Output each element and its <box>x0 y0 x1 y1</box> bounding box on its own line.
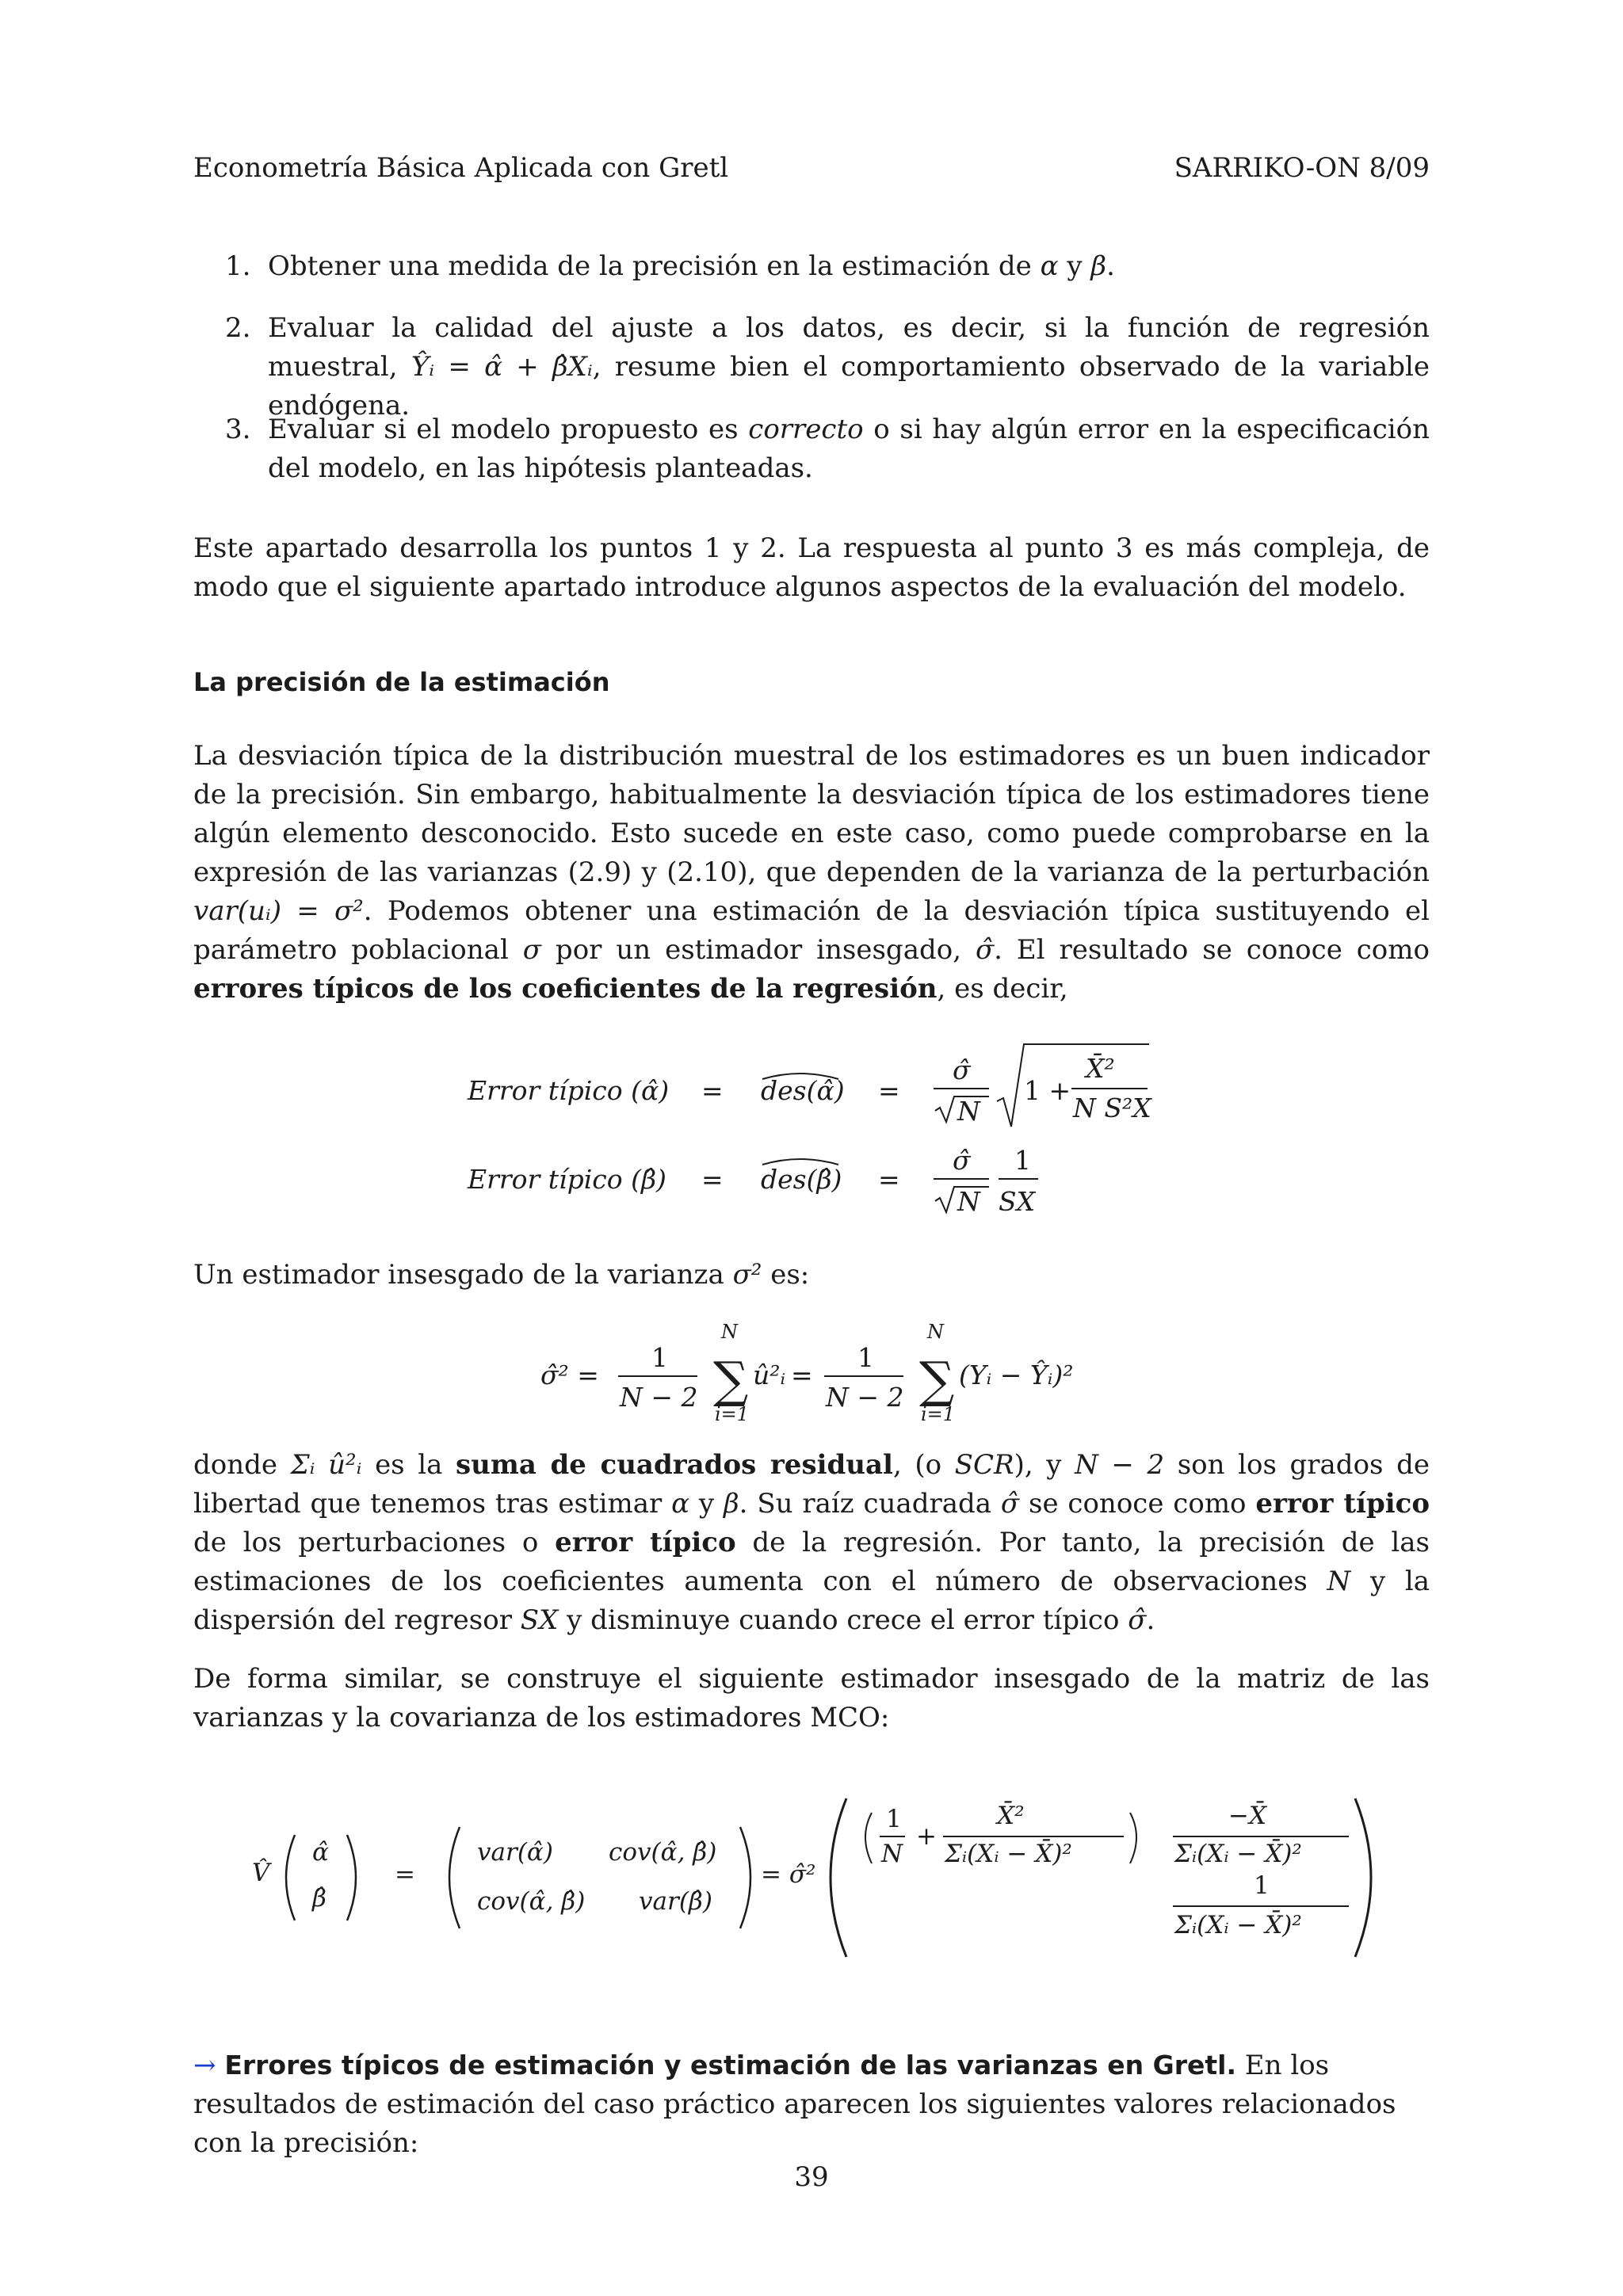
running-header-series: SARRIKO-ON 8/09 <box>1174 152 1430 184</box>
eq-sx: SX <box>999 1186 1036 1217</box>
math-inline: β <box>724 1488 739 1520</box>
eq-equals: = <box>701 1164 724 1195</box>
para-text: , es decir, <box>937 973 1068 1005</box>
eq2-n-minus-2: N − 2 <box>620 1382 698 1413</box>
equation-covariance-matrix <box>246 1791 1379 1965</box>
para-text: de los perturbaciones o <box>193 1527 556 1558</box>
eq-equals: = <box>701 1075 724 1106</box>
eq2-n-minus-2: N − 2 <box>826 1382 904 1413</box>
math-inline: σ̂ <box>975 934 995 966</box>
list-number: 2. <box>225 312 251 344</box>
list-text <box>268 309 1430 425</box>
list-text-part: Obtener una medida de la precisión en la estimación de <box>268 250 1041 282</box>
equation-variance-estimator <box>539 1319 1141 1430</box>
math-inline: var(uᵢ) = σ² <box>193 895 364 927</box>
list-text <box>268 410 1430 488</box>
paragraph <box>193 1256 1430 1295</box>
eq-xbar2: X̄² <box>1086 1053 1115 1084</box>
gretl-section-title: Errores típicos de estimación y estimación de las varianzas en Gretl. <box>224 2050 1236 2081</box>
para-text: ), y <box>1014 1449 1075 1481</box>
para-text: por un estimador insesgado, <box>540 934 976 966</box>
eq2-sum-bottom: i=1 <box>715 1403 750 1425</box>
eq2-one: 1 <box>651 1342 668 1373</box>
eq2-lhs: σ̂² = <box>540 1360 599 1390</box>
para-text: Un estimador insesgado de la varianza <box>193 1259 733 1291</box>
eq3-n: N <box>881 1840 903 1868</box>
para-text: La desviación típica de la distribución muestral de los estimadores es un buen indicador de la precisión. Sin embargo, habitualmente la desviación típica de los estimadores tiene algún elemento desconocido. Esto sucede en este caso, como puede comprobarse en la expresión de las varianzas (2.9) y (2.10), que dependen de la varianza de la perturbación <box>193 740 1430 888</box>
eq3-beta: β̂ <box>312 1884 327 1913</box>
list-item <box>225 247 1430 286</box>
math-inline: σ̂ <box>1128 1604 1147 1636</box>
paragraph <box>193 737 1430 1009</box>
list-text-part: Evaluar si el modelo propuesto es <box>268 414 749 445</box>
bold-term: errores típicos de los coeficientes de la regresión <box>193 973 938 1005</box>
math-beta: β <box>1090 250 1107 282</box>
math-inline: σ² <box>732 1259 762 1291</box>
list-text-part: y <box>1058 250 1091 282</box>
running-header-title: Econometría Básica Aplicada con Gretl <box>193 152 729 184</box>
eq2-sum-bottom: i=1 <box>921 1403 956 1425</box>
eq2-sum: ∑ <box>713 1351 749 1409</box>
paragraph: De forma similar, se construye el siguiente estimador insesgado de la matriz de las varianzas y la covarianza de los estimadores MCO: <box>193 1663 1430 1733</box>
eq3-alpha: α̂ <box>312 1838 329 1867</box>
bold-term: error típico <box>555 1527 736 1558</box>
eq-des-alpha: des(α̂) <box>761 1075 845 1106</box>
paragraph <box>193 1446 1430 1640</box>
eq-equals: = <box>878 1164 900 1195</box>
math-inline: N <box>1327 1566 1351 1597</box>
math-inline: σ <box>522 934 541 966</box>
list-item <box>225 309 1430 425</box>
para-text: es la <box>361 1449 456 1481</box>
para-text: son los grados de libertad que tenemos tras estimar <box>193 1449 1430 1520</box>
eq2-sum-top: N <box>721 1321 738 1343</box>
arrow-icon: → <box>193 2050 216 2081</box>
eq2-equals: = <box>791 1360 813 1390</box>
eq3-cov: cov(α̂, β̂) <box>609 1838 717 1867</box>
eq3-minus-xbar: −X̄ <box>1228 1802 1267 1830</box>
eq3-plus: + <box>916 1822 937 1851</box>
eq-n: N <box>957 1096 980 1127</box>
eq3-sum-dev: Σᵢ(Xᵢ − X̄)² <box>1174 1911 1302 1939</box>
eq3-var-alpha: var(α̂) <box>477 1838 553 1867</box>
eq3-one: 1 <box>1254 1871 1270 1900</box>
gretl-section <box>193 2046 1430 2163</box>
eq2-u-hat: û²ᵢ <box>753 1360 786 1390</box>
eq3-sigma2: = σ̂² <box>761 1860 816 1889</box>
para-text: y <box>689 1488 724 1520</box>
eq3-cov: cov(α̂, β̂) <box>477 1887 586 1916</box>
bold-term: error típico <box>1255 1488 1430 1520</box>
eq3-one: 1 <box>886 1805 902 1833</box>
list-text-part: , resume bien el comportamiento observado de la variable endógena. <box>268 351 1430 421</box>
list-text-part: . <box>1106 250 1115 282</box>
page-number: 39 <box>794 2161 829 2193</box>
eq-n: N <box>957 1186 980 1217</box>
eq-sigma-hat: σ̂ <box>953 1055 971 1085</box>
list-number: 3. <box>225 414 251 445</box>
para-text: se conoce como <box>1019 1488 1256 1520</box>
para-text: En los resultados de estimación del caso práctico aparecen los siguientes valores relacionados con la precisión: <box>193 2050 1396 2159</box>
list-item <box>225 410 1430 488</box>
eq-one-plus: 1 + <box>1024 1075 1071 1106</box>
para-text: . El resultado se conoce como <box>994 934 1430 966</box>
math-inline: σ̂ <box>1000 1488 1020 1520</box>
eq3-sum-dev: Σᵢ(Xᵢ − X̄)² <box>945 1840 1072 1868</box>
para-text: . <box>1146 1604 1155 1636</box>
emphasis: SCR <box>954 1449 1014 1481</box>
math-regression: Ŷᵢ = α̂ + β̂Xᵢ <box>411 351 593 383</box>
list-text-part: Evaluar la calidad del ajuste a los datos, es decir, si la función de regresión muestral, <box>268 312 1430 383</box>
eq-equals: = <box>878 1075 900 1106</box>
eq-sigma-hat: σ̂ <box>953 1145 971 1176</box>
section-heading: La precisión de la estimación <box>193 667 610 697</box>
math-inline: Σᵢ û²ᵢ <box>290 1449 362 1481</box>
eq2-sum: ∑ <box>919 1351 955 1409</box>
math-inline: α <box>671 1488 690 1520</box>
eq-des-beta: des(β̂) <box>761 1164 842 1195</box>
list-number: 1. <box>225 250 251 282</box>
para-text: es: <box>762 1259 810 1291</box>
eq3-xbar2: X̄² <box>997 1802 1025 1830</box>
eq3-equals: = <box>395 1860 415 1889</box>
eq2-y-term: (Yᵢ − Ŷᵢ)² <box>959 1360 1074 1390</box>
para-text: , (o <box>892 1449 955 1481</box>
para-text: y disminuye cuando crece el error típico <box>558 1604 1128 1636</box>
eq-row2-label: Error típico (β̂) <box>468 1164 666 1195</box>
math-alpha: α <box>1040 250 1059 282</box>
math-inline: SX <box>520 1604 559 1636</box>
eq3-sum-dev: Σᵢ(Xᵢ − X̄)² <box>1174 1840 1302 1868</box>
list-text <box>268 247 1430 286</box>
para-text: de la regresión. Por tanto, la precisión de las estimaciones de los coeficientes aumenta con el número de observaciones <box>193 1527 1430 1597</box>
eq-ns2x: N S²X <box>1073 1093 1151 1123</box>
bold-term: suma de cuadrados residual <box>455 1449 893 1481</box>
para-text: . Podemos obtener una estimación de la desviación típica sustituyendo el parámetro poblacional <box>193 895 1430 966</box>
eq3-v-hat: V̂ <box>252 1859 270 1887</box>
emphasis: correcto <box>748 414 864 445</box>
eq2-one: 1 <box>857 1342 874 1373</box>
eq-one: 1 <box>1014 1145 1031 1176</box>
eq2-sum-top: N <box>927 1321 944 1343</box>
para-text: y la dispersión del regresor <box>193 1566 1430 1636</box>
math-inline: N − 2 <box>1075 1449 1165 1481</box>
para-text: . Su raíz cuadrada <box>739 1488 1001 1520</box>
para-text: donde <box>193 1449 291 1481</box>
list-text-part: o si hay algún error en la especificación del modelo, en las hipótesis planteadas. <box>268 414 1430 484</box>
eq3-var-beta: var(β̂) <box>639 1887 712 1916</box>
eq-row1-label: Error típico (α̂) <box>468 1075 670 1106</box>
paragraph: Este apartado desarrolla los puntos 1 y 2. La respuesta al punto 3 es más compleja, de modo que el siguiente apartado introduce algunos aspectos de la evaluación del modelo. <box>193 532 1430 603</box>
equation-standard-errors <box>460 1038 1173 1228</box>
